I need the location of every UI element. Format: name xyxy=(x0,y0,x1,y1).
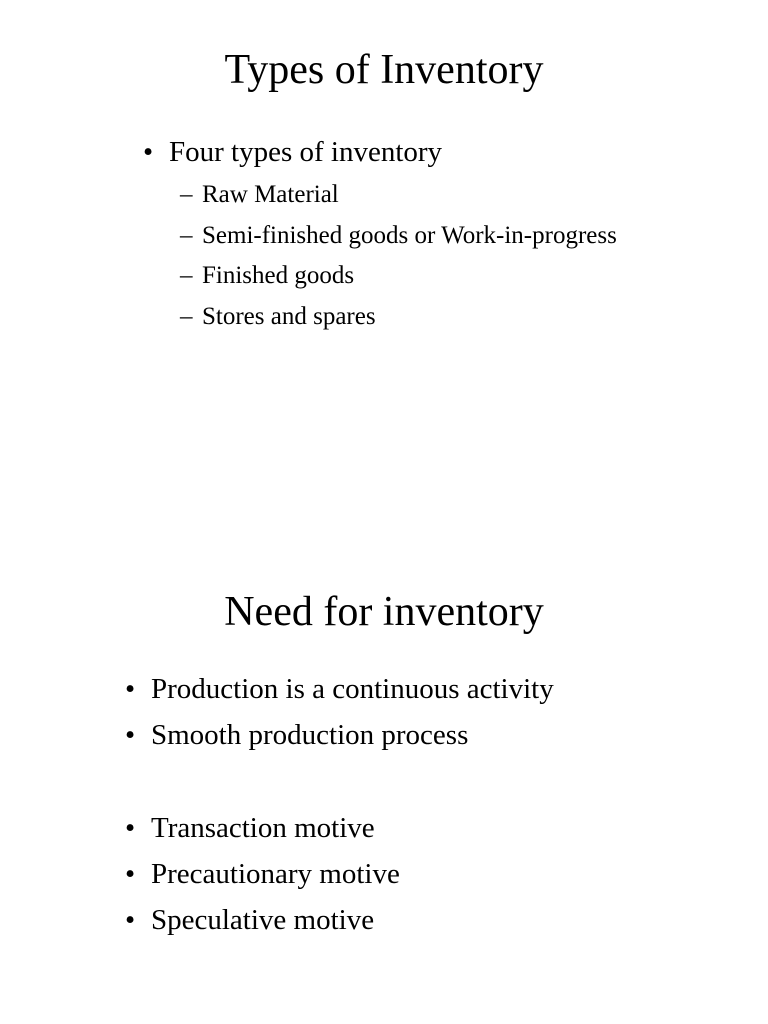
sub-item-text: Stores and spares xyxy=(202,303,376,330)
bullet-text: Transaction motive xyxy=(151,812,375,844)
bullet-text: Four types of inventory xyxy=(169,136,443,168)
bullet-icon: • xyxy=(125,719,136,751)
sub-item xyxy=(180,261,354,291)
bullet-item xyxy=(125,903,374,937)
bullet-item xyxy=(143,135,442,169)
bullet-text: Precautionary motive xyxy=(151,858,400,890)
dash-icon: – xyxy=(180,181,193,208)
bullet-item xyxy=(125,718,468,752)
sub-item-text: Finished goods xyxy=(202,262,355,289)
bullet-icon: • xyxy=(125,812,136,844)
sub-item-text: Raw Material xyxy=(202,181,339,208)
slide-need-for-inventory xyxy=(0,512,768,1024)
bullet-item xyxy=(125,672,554,706)
dash-icon: – xyxy=(180,303,193,330)
bullet-item xyxy=(125,857,400,891)
slide-title: Need for inventory xyxy=(224,589,544,635)
bullet-icon: • xyxy=(125,673,136,705)
bullet-text: Speculative motive xyxy=(151,904,375,936)
dash-icon: – xyxy=(180,222,193,249)
dash-icon: – xyxy=(180,262,193,289)
bullet-text: Smooth production process xyxy=(151,719,469,751)
sub-item xyxy=(180,180,339,210)
sub-item xyxy=(180,302,376,332)
sub-item-text: Semi-finished goods or Work-in-progress xyxy=(202,222,617,249)
sub-item xyxy=(180,221,617,251)
bullet-icon: • xyxy=(143,136,154,168)
bullet-icon: • xyxy=(125,904,136,936)
slide-title: Types of Inventory xyxy=(224,47,544,93)
bullet-icon: • xyxy=(125,858,136,890)
bullet-text: Production is a continuous activity xyxy=(151,673,554,705)
bullet-item xyxy=(125,811,375,845)
